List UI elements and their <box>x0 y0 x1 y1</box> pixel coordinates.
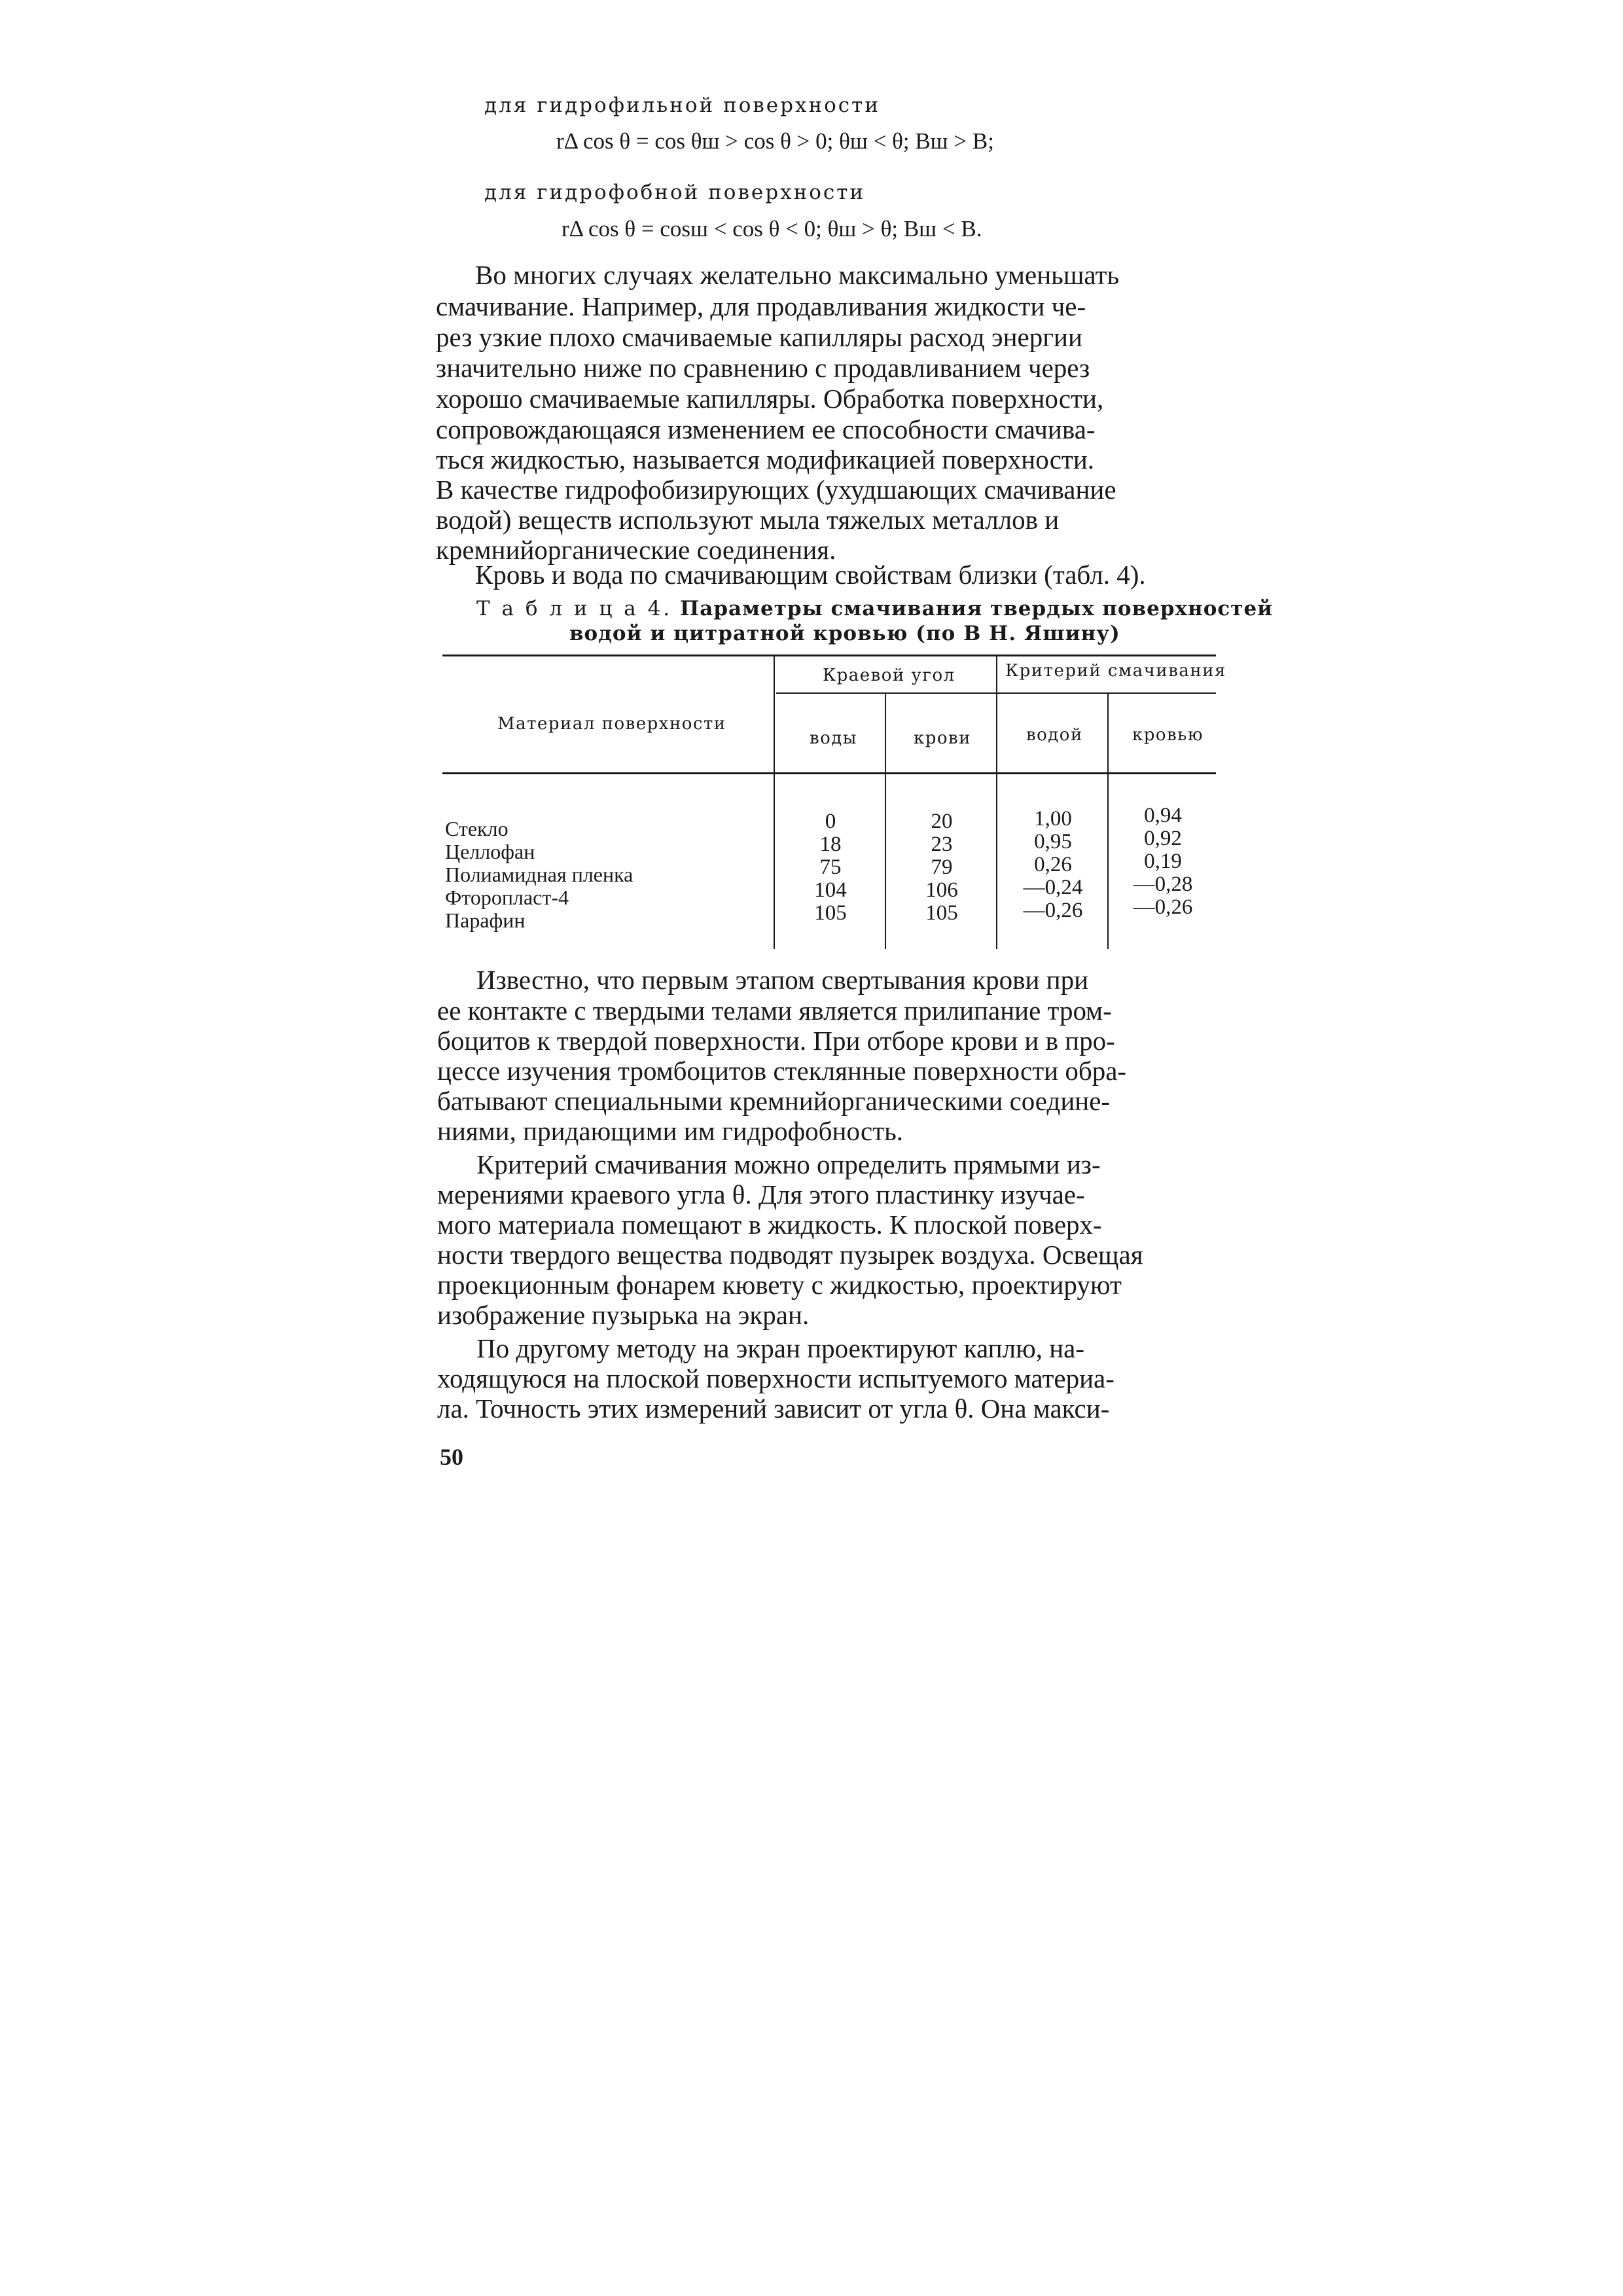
text-line: Во многих случаях желательно максимально уменьшать <box>475 260 1120 290</box>
hydrophobic-label: для гидрофобной поверхности <box>484 181 866 204</box>
text-line: Критерий смачивания можно определить прямыми из- <box>476 1149 1101 1179</box>
text-line: Известно, что первым этапом свертывания крови при <box>476 965 1089 995</box>
text-line: рез узкие плохо смачиваемые капилляры расход энергии <box>436 322 1082 352</box>
table-header-rule <box>442 772 1216 774</box>
header-blood: крови <box>914 728 972 748</box>
table-cell-angle-water: 105 <box>814 901 847 925</box>
header-wetting-criterion: Критерий смачивания <box>1005 661 1226 681</box>
table-cell-criterion-blood: 0,19 <box>1144 850 1182 873</box>
table-cell-material: Стекло <box>445 817 508 840</box>
text-line: проекционным фонарем кювету с жидкостью, проектируют <box>437 1270 1122 1300</box>
header-by-water: водой <box>1026 725 1083 745</box>
text-line: ности твердого вещества подводят пузырек воздуха. Освещая <box>437 1240 1143 1270</box>
table-cell-angle-water: 75 <box>819 855 842 879</box>
table-cell-angle-blood: 20 <box>931 810 953 833</box>
paragraph-2: Кровь и вода по смачивающим свойствам близки (табл. 4). <box>475 560 1146 590</box>
table-cell-material: Целлофан <box>445 840 535 863</box>
text-line: цессе изучения тромбоцитов стеклянные поверхности обра- <box>437 1056 1127 1086</box>
table-cell-material: Фторопласт-4 <box>445 886 569 909</box>
hydrophilic-formula: rΔ cos θ = cos θш > cos θ > 0; θш < θ; Bш > B; <box>556 128 994 154</box>
hydrophobic-formula: rΔ cos θ = cosш < cos θ < 0; θш > θ; Bш < B. <box>562 216 982 242</box>
text-line: ться жидкостью, называется модификацией поверхности. <box>436 444 1095 475</box>
table-cell-criterion-water: 1,00 <box>1034 807 1072 831</box>
table-cell-material: Парафин <box>445 908 526 932</box>
text-line: ла. Точность этих измерений зависит от угла θ. Она макси- <box>437 1393 1110 1424</box>
table-cell-criterion-water: —0,26 <box>1023 899 1083 922</box>
table-cell-criterion-water: 0,95 <box>1034 830 1072 853</box>
text-line: кремнийорганические соединения. <box>436 535 836 565</box>
text-line: значительно ниже по сравнению с продавливанием через <box>436 353 1090 383</box>
table-cell-criterion-water: —0,24 <box>1023 876 1083 899</box>
table-cell-criterion-blood: —0,26 <box>1133 895 1193 919</box>
text-line: изображение пузырька на экран. <box>437 1300 810 1330</box>
hydrophilic-label: для гидрофильной поверхности <box>484 94 880 117</box>
table-top-rule <box>442 655 1216 656</box>
table-cell-angle-blood: 79 <box>931 855 953 879</box>
table-cell-angle-blood: 106 <box>925 878 958 902</box>
text-line: водой) веществ используют мыла тяжелых металлов и <box>436 505 1060 535</box>
text-line: мерениями краевого угла θ. Для этого пластинку изучае- <box>437 1179 1085 1210</box>
text-line: сопровождающаяся изменением ее способности смачива- <box>436 414 1096 444</box>
table-caption <box>476 597 1273 620</box>
table-cell-angle-water: 0 <box>825 810 836 833</box>
header-material: Материал поверхности <box>497 714 726 734</box>
table-caption-label: Т а б л и ц а 4. <box>476 597 673 620</box>
column-divider <box>996 656 997 949</box>
table-cell-criterion-blood: 0,92 <box>1144 827 1182 850</box>
column-divider <box>1107 694 1109 949</box>
column-divider <box>885 694 886 949</box>
text-line: ниями, придающими им гидрофобность. <box>437 1116 904 1146</box>
text-line: боцитов к твердой поверхности. При отборе крови и в про- <box>437 1026 1115 1056</box>
text-line: В качестве гидрофобизирующих (ухудшающих смачивание <box>436 475 1116 505</box>
text-line: смачивание. Например, для продавливания жидкости че- <box>436 291 1086 321</box>
text-line: мого материала помещают в жидкость. К плоской поверх- <box>437 1210 1102 1240</box>
table-cell-criterion-water: 0,26 <box>1034 853 1072 876</box>
table-cell-angle-blood: 23 <box>931 833 953 856</box>
table-cell-angle-water: 18 <box>819 833 842 856</box>
table-cell-angle-blood: 105 <box>925 901 958 925</box>
text-line: хорошо смачиваемые капилляры. Обработка поверхности, <box>436 384 1104 414</box>
text-line: батывают специальными кремнийорганическими соедине- <box>437 1086 1111 1116</box>
header-water: воды <box>810 728 857 748</box>
table-cell-angle-water: 104 <box>814 878 847 902</box>
text-line: По другому методу на экран проектируют каплю, на- <box>476 1333 1085 1363</box>
column-divider <box>774 656 775 949</box>
header-by-blood: кровью <box>1132 725 1204 745</box>
header-contact-angle: Краевой угол <box>823 666 955 685</box>
table-cell-criterion-blood: —0,28 <box>1133 872 1193 896</box>
table-cell-criterion-blood: 0,94 <box>1144 804 1182 827</box>
table-caption-title-line2: водой и цитратной кровью (по В Н. Яшину) <box>569 622 1120 645</box>
table-cell-material: Полиамидная пленка <box>445 863 633 886</box>
text-line: ее контакте с твердыми телами является прилипание тром- <box>437 996 1112 1026</box>
page-number: 50 <box>440 1444 463 1470</box>
table-caption-title-line1: Параметры смачивания твердых поверхностей <box>679 597 1274 620</box>
text-line: ходящуюся на плоской поверхности испытуемого материа- <box>437 1363 1115 1393</box>
